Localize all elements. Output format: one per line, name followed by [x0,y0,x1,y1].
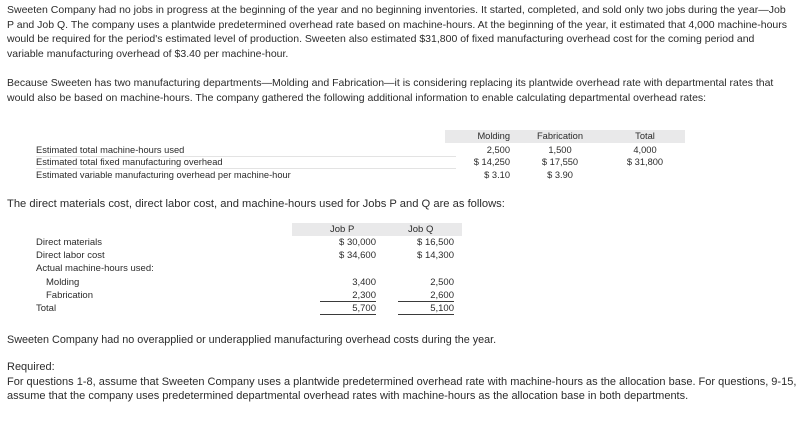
cell-total-hours: 4,000 [633,145,657,155]
row-label-fabrication: Fabrication [46,290,93,301]
row-label-machine-hours: Estimated total machine-hours used [36,145,185,155]
cell-q-labor: $ 14,300 [417,250,454,261]
row-label-direct-labor: Direct labor cost [36,250,105,261]
department-overhead-table [30,130,664,185]
jobs-intro: The direct materials cost, direct labor cost, and machine-hours used for Jobs P and Q are as follows: [7,198,505,210]
cell-q-molding: 2,500 [430,277,454,288]
row-label-direct-materials: Direct materials [36,237,102,248]
cell-molding-hours: 2,500 [486,145,510,155]
cell-q-total: 5,100 [398,303,454,315]
cell-fabrication-hours: 1,500 [548,145,572,155]
required-text: For questions 1-8, assume that Sweeten Company uses a plantwide predetermined overhead rate with machine-hours as the allocation base. For questions, 9-15, assume that the company uses predetermined departmental overhead rates with machine-hours as the allocation base in both departments. [7,375,797,402]
jobs-table [30,223,470,318]
header-job-q: Job Q [408,224,434,235]
cell-q-fabrication: 2,600 [398,290,454,302]
row-label-fixed-overhead: Estimated total fixed manufacturing overhead [36,157,223,167]
cell-p-labor: $ 34,600 [339,250,376,261]
header-total: Total [635,131,655,141]
row-label-actual-hours: Actual machine-hours used: [36,263,154,274]
intro-paragraph: Sweeten Company had no jobs in progress at the beginning of the year and no beginning inventories. It started, completed, and sold only two jobs during the year—Job P and Job Q. The company uses a plantwide predetermined overhead rate based on machine-hours. At the beginning of the year, it estimated that 4,000 machine-hours would be required for the period's estimated level of production. Sweeten also estimated $31,800 of fixed manufacturing overhead cost for the coming period and variable manufacturing overhead of $3.40 per machine-hour. [7,4,788,60]
row-label-molding: Molding [46,277,80,288]
cell-q-materials: $ 16,500 [417,237,454,248]
required-section [7,360,797,404]
cell-p-total: 5,700 [320,303,376,315]
row-label-variable-overhead: Estimated variable manufacturing overhead per machine-hour [36,170,291,180]
header-job-p: Job P [330,224,355,235]
cell-p-fabrication: 2,300 [320,290,376,302]
cell-fabrication-variable: $ 3.90 [547,170,573,180]
required-title: Required: [7,361,55,373]
overapplied-note: Sweeten Company had no overapplied or underapplied manufacturing overhead costs during the year. [7,334,497,346]
row-divider [36,168,456,169]
cell-total-fixed: $ 31,800 [626,157,664,167]
cell-fabrication-fixed: $ 17,550 [541,157,579,167]
header-fabrication: Fabrication [537,131,583,141]
departments-paragraph: Because Sweeten has two manufacturing departments—Molding and Fabrication—it is considering replacing its plantwide overhead rate with departmental rates that would also be based on machine-hours. The company gathered the following additional information to enable calculating departmental overhead rates: [7,77,774,104]
cell-molding-fixed: $ 14,250 [473,157,510,167]
cell-p-materials: $ 30,000 [339,237,376,248]
cell-p-molding: 3,400 [352,277,376,288]
cell-molding-variable: $ 3.10 [484,170,510,180]
table-header-band [292,223,462,236]
row-label-total: Total [36,303,57,314]
header-molding: Molding [477,131,510,141]
